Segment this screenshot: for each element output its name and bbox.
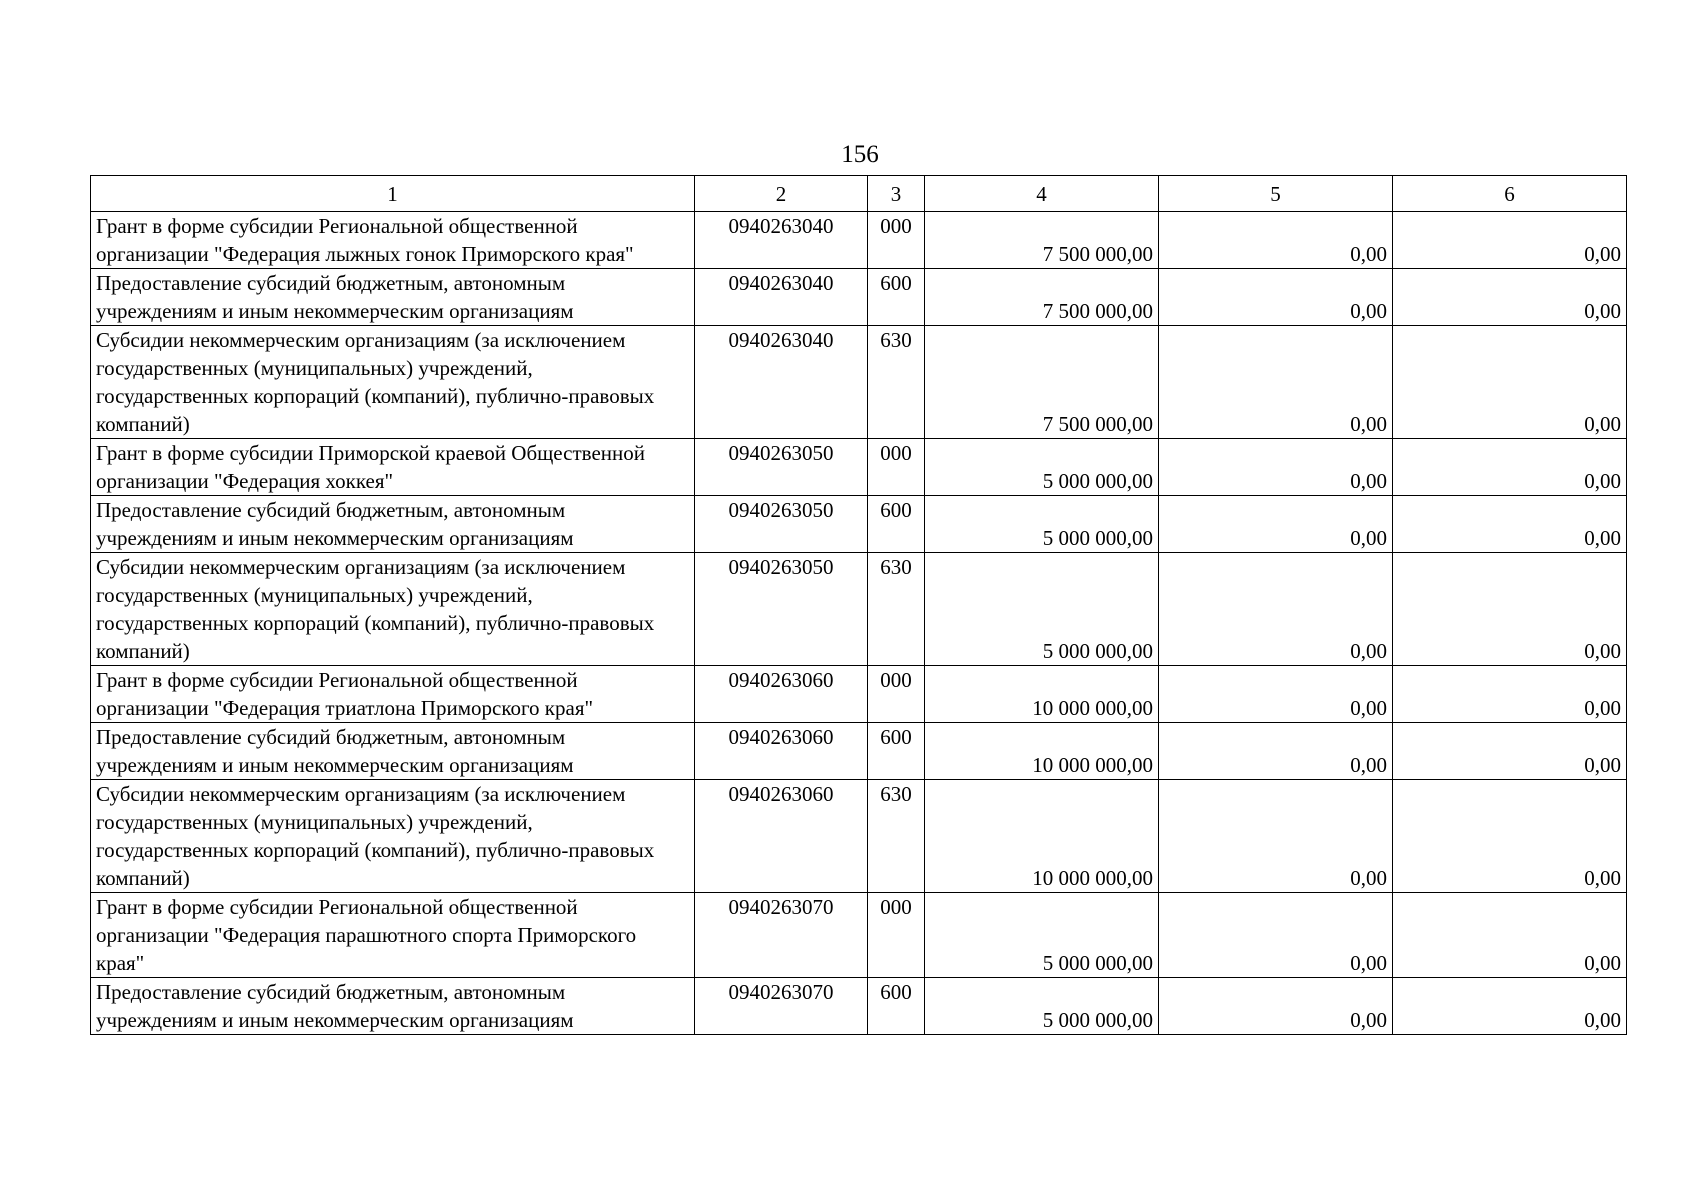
expense-type-cell: 000: [868, 893, 925, 978]
expense-type-cell: 600: [868, 723, 925, 780]
amount-col6-cell: 0,00: [1393, 439, 1627, 496]
expense-type-cell: 600: [868, 496, 925, 553]
amount-col4-cell: 5 000 000,00: [925, 496, 1159, 553]
target-code-cell: 0940263060: [695, 666, 868, 723]
amount-col5-cell: 0,00: [1159, 893, 1393, 978]
target-code-cell: 0940263060: [695, 723, 868, 780]
item-name-cell: Субсидии некоммерческим организациям (за исключением государственных (муниципальных) учреждений, государственных корпораций (компаний), публично-правовых компаний): [91, 780, 695, 893]
column-header: 2: [695, 176, 868, 212]
table-body: [91, 212, 1627, 1035]
amount-col5-cell: 0,00: [1159, 978, 1393, 1035]
amount-col5-cell: 0,00: [1159, 553, 1393, 666]
amount-col5-cell: 0,00: [1159, 723, 1393, 780]
item-name-cell: Предоставление субсидий бюджетным, автономным учреждениям и иным некоммерческим организациям: [91, 269, 695, 326]
amount-col5-cell: 0,00: [1159, 439, 1393, 496]
table-row: [91, 326, 1627, 439]
amount-col6-cell: 0,00: [1393, 666, 1627, 723]
table-header-row: [91, 176, 1627, 212]
amount-col5-cell: 0,00: [1159, 780, 1393, 893]
item-name-cell: Грант в форме субсидии Региональной общественной организации "Федерация лыжных гонок Приморского края": [91, 212, 695, 269]
amount-col6-cell: 0,00: [1393, 780, 1627, 893]
amount-col6-cell: 0,00: [1393, 978, 1627, 1035]
target-code-cell: 0940263040: [695, 212, 868, 269]
amount-col4-cell: 5 000 000,00: [925, 978, 1159, 1035]
amount-col4-cell: 10 000 000,00: [925, 723, 1159, 780]
amount-col5-cell: 0,00: [1159, 326, 1393, 439]
expense-type-cell: 630: [868, 553, 925, 666]
table-row: [91, 780, 1627, 893]
amount-col6-cell: 0,00: [1393, 893, 1627, 978]
amount-col4-cell: 5 000 000,00: [925, 553, 1159, 666]
target-code-cell: 0940263050: [695, 496, 868, 553]
amount-col5-cell: 0,00: [1159, 269, 1393, 326]
amount-col4-cell: 10 000 000,00: [925, 666, 1159, 723]
item-name-cell: Предоставление субсидий бюджетным, автономным учреждениям и иным некоммерческим организациям: [91, 496, 695, 553]
budget-table: [90, 175, 1627, 1035]
table-row: [91, 496, 1627, 553]
target-code-cell: 0940263040: [695, 326, 868, 439]
amount-col5-cell: 0,00: [1159, 666, 1393, 723]
expense-type-cell: 000: [868, 666, 925, 723]
amount-col6-cell: 0,00: [1393, 553, 1627, 666]
target-code-cell: 0940263070: [695, 978, 868, 1035]
item-name-cell: Предоставление субсидий бюджетным, автономным учреждениям и иным некоммерческим организациям: [91, 978, 695, 1035]
column-header: 5: [1159, 176, 1393, 212]
item-name-cell: Грант в форме субсидии Региональной общественной организации "Федерация триатлона Приморского края": [91, 666, 695, 723]
amount-col5-cell: 0,00: [1159, 212, 1393, 269]
amount-col5-cell: 0,00: [1159, 496, 1393, 553]
expense-type-cell: 630: [868, 326, 925, 439]
amount-col4-cell: 10 000 000,00: [925, 780, 1159, 893]
item-name-cell: Предоставление субсидий бюджетным, автономным учреждениям и иным некоммерческим организациям: [91, 723, 695, 780]
column-header: 6: [1393, 176, 1627, 212]
table-row: [91, 212, 1627, 269]
table-row: [91, 666, 1627, 723]
amount-col6-cell: 0,00: [1393, 212, 1627, 269]
column-header: 4: [925, 176, 1159, 212]
column-header: 1: [91, 176, 695, 212]
table-row: [91, 439, 1627, 496]
target-code-cell: 0940263060: [695, 780, 868, 893]
amount-col4-cell: 5 000 000,00: [925, 893, 1159, 978]
item-name-cell: Субсидии некоммерческим организациям (за исключением государственных (муниципальных) учреждений, государственных корпораций (компаний), публично-правовых компаний): [91, 326, 695, 439]
table-row: [91, 893, 1627, 978]
table-row: [91, 978, 1627, 1035]
item-name-cell: Субсидии некоммерческим организациям (за исключением государственных (муниципальных) учреждений, государственных корпораций (компаний), публично-правовых компаний): [91, 553, 695, 666]
amount-col6-cell: 0,00: [1393, 269, 1627, 326]
table-row: [91, 723, 1627, 780]
target-code-cell: 0940263050: [695, 439, 868, 496]
amount-col4-cell: 5 000 000,00: [925, 439, 1159, 496]
amount-col4-cell: 7 500 000,00: [925, 269, 1159, 326]
page-number: 156: [841, 141, 879, 168]
expense-type-cell: 000: [868, 439, 925, 496]
amount-col6-cell: 0,00: [1393, 496, 1627, 553]
table-row: [91, 269, 1627, 326]
item-name-cell: Грант в форме субсидии Приморской краевой Общественной организации "Федерация хоккея": [91, 439, 695, 496]
column-header: 3: [868, 176, 925, 212]
amount-col6-cell: 0,00: [1393, 326, 1627, 439]
target-code-cell: 0940263040: [695, 269, 868, 326]
target-code-cell: 0940263070: [695, 893, 868, 978]
table-row: [91, 553, 1627, 666]
amount-col4-cell: 7 500 000,00: [925, 326, 1159, 439]
expense-type-cell: 630: [868, 780, 925, 893]
amount-col6-cell: 0,00: [1393, 723, 1627, 780]
expense-type-cell: 000: [868, 212, 925, 269]
expense-type-cell: 600: [868, 269, 925, 326]
expense-type-cell: 600: [868, 978, 925, 1035]
item-name-cell: Грант в форме субсидии Региональной общественной организации "Федерация парашютного спорта Приморского края": [91, 893, 695, 978]
amount-col4-cell: 7 500 000,00: [925, 212, 1159, 269]
target-code-cell: 0940263050: [695, 553, 868, 666]
